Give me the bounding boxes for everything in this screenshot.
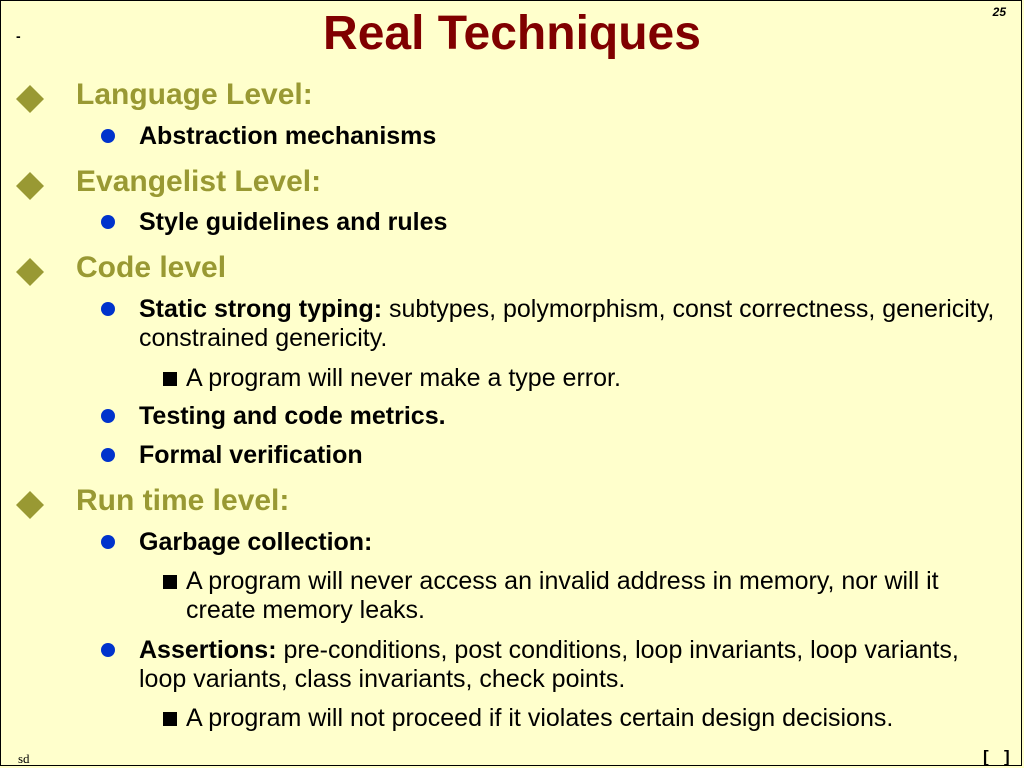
- slide-number: 25: [992, 5, 1006, 19]
- square-bullet-icon: [163, 372, 177, 386]
- list-item-bold: Abstraction mechanisms: [139, 122, 437, 150]
- sub-list-item-text: A program will not proceed if it violates certain design decisions.: [186, 704, 894, 732]
- footer-mark-right: ]: [1004, 747, 1010, 766]
- sub-list-item-text: A program will never make a type error.: [186, 364, 621, 392]
- list-item-rest: subtypes, polymorphism, const correctness, genericity, constrained genericity.: [139, 295, 995, 352]
- list-item-bold: Static strong typing:: [139, 295, 383, 323]
- list-item-text: [139, 528, 999, 557]
- list-item-bold: Style guidelines and rules: [139, 208, 448, 236]
- corner-mark: -: [16, 28, 21, 44]
- round-bullet-icon: [101, 448, 115, 462]
- section-heading-label: Language Level:: [76, 78, 313, 111]
- section-heading-label: Code level: [76, 251, 227, 284]
- list-item-text: [139, 295, 999, 353]
- round-bullet-icon: [101, 215, 115, 229]
- list-item-text: [139, 402, 999, 431]
- footer-label: sd: [18, 751, 30, 766]
- square-bullet-icon: [163, 575, 177, 589]
- list-item-bold: Assertions:: [139, 636, 277, 664]
- round-bullet-icon: [101, 129, 115, 143]
- diamond-bullet-icon: [14, 256, 46, 288]
- diamond-bullet-icon: [14, 170, 46, 202]
- slide-title: Real Techniques: [323, 7, 701, 60]
- sub-list-item-text: A program will never access an invalid address in memory, nor will it create memory leaks.: [186, 567, 939, 624]
- section-heading-label: Evangelist Level:: [76, 165, 322, 198]
- section-heading-label: Run time level:: [76, 484, 290, 517]
- list-item-bold: Formal verification: [139, 441, 363, 469]
- footer-mark-left: [: [983, 747, 989, 766]
- list-item-text: [139, 441, 999, 470]
- list-item-bold: Testing and code metrics.: [139, 402, 446, 430]
- diamond-bullet-icon: [14, 83, 46, 115]
- round-bullet-icon: [101, 302, 115, 316]
- list-item-text: [139, 122, 999, 151]
- list-item-rest: pre-conditions, post conditions, loop invariants, loop variants, loop variants, class invariants, check points.: [139, 636, 959, 693]
- round-bullet-icon: [101, 535, 115, 549]
- list-item-text: [139, 636, 999, 694]
- round-bullet-icon: [101, 643, 115, 657]
- list-item-bold: Garbage collection:: [139, 528, 373, 556]
- square-bullet-icon: [163, 712, 177, 726]
- list-item-text: [139, 208, 999, 237]
- diamond-bullet-icon: [14, 489, 46, 521]
- round-bullet-icon: [101, 409, 115, 423]
